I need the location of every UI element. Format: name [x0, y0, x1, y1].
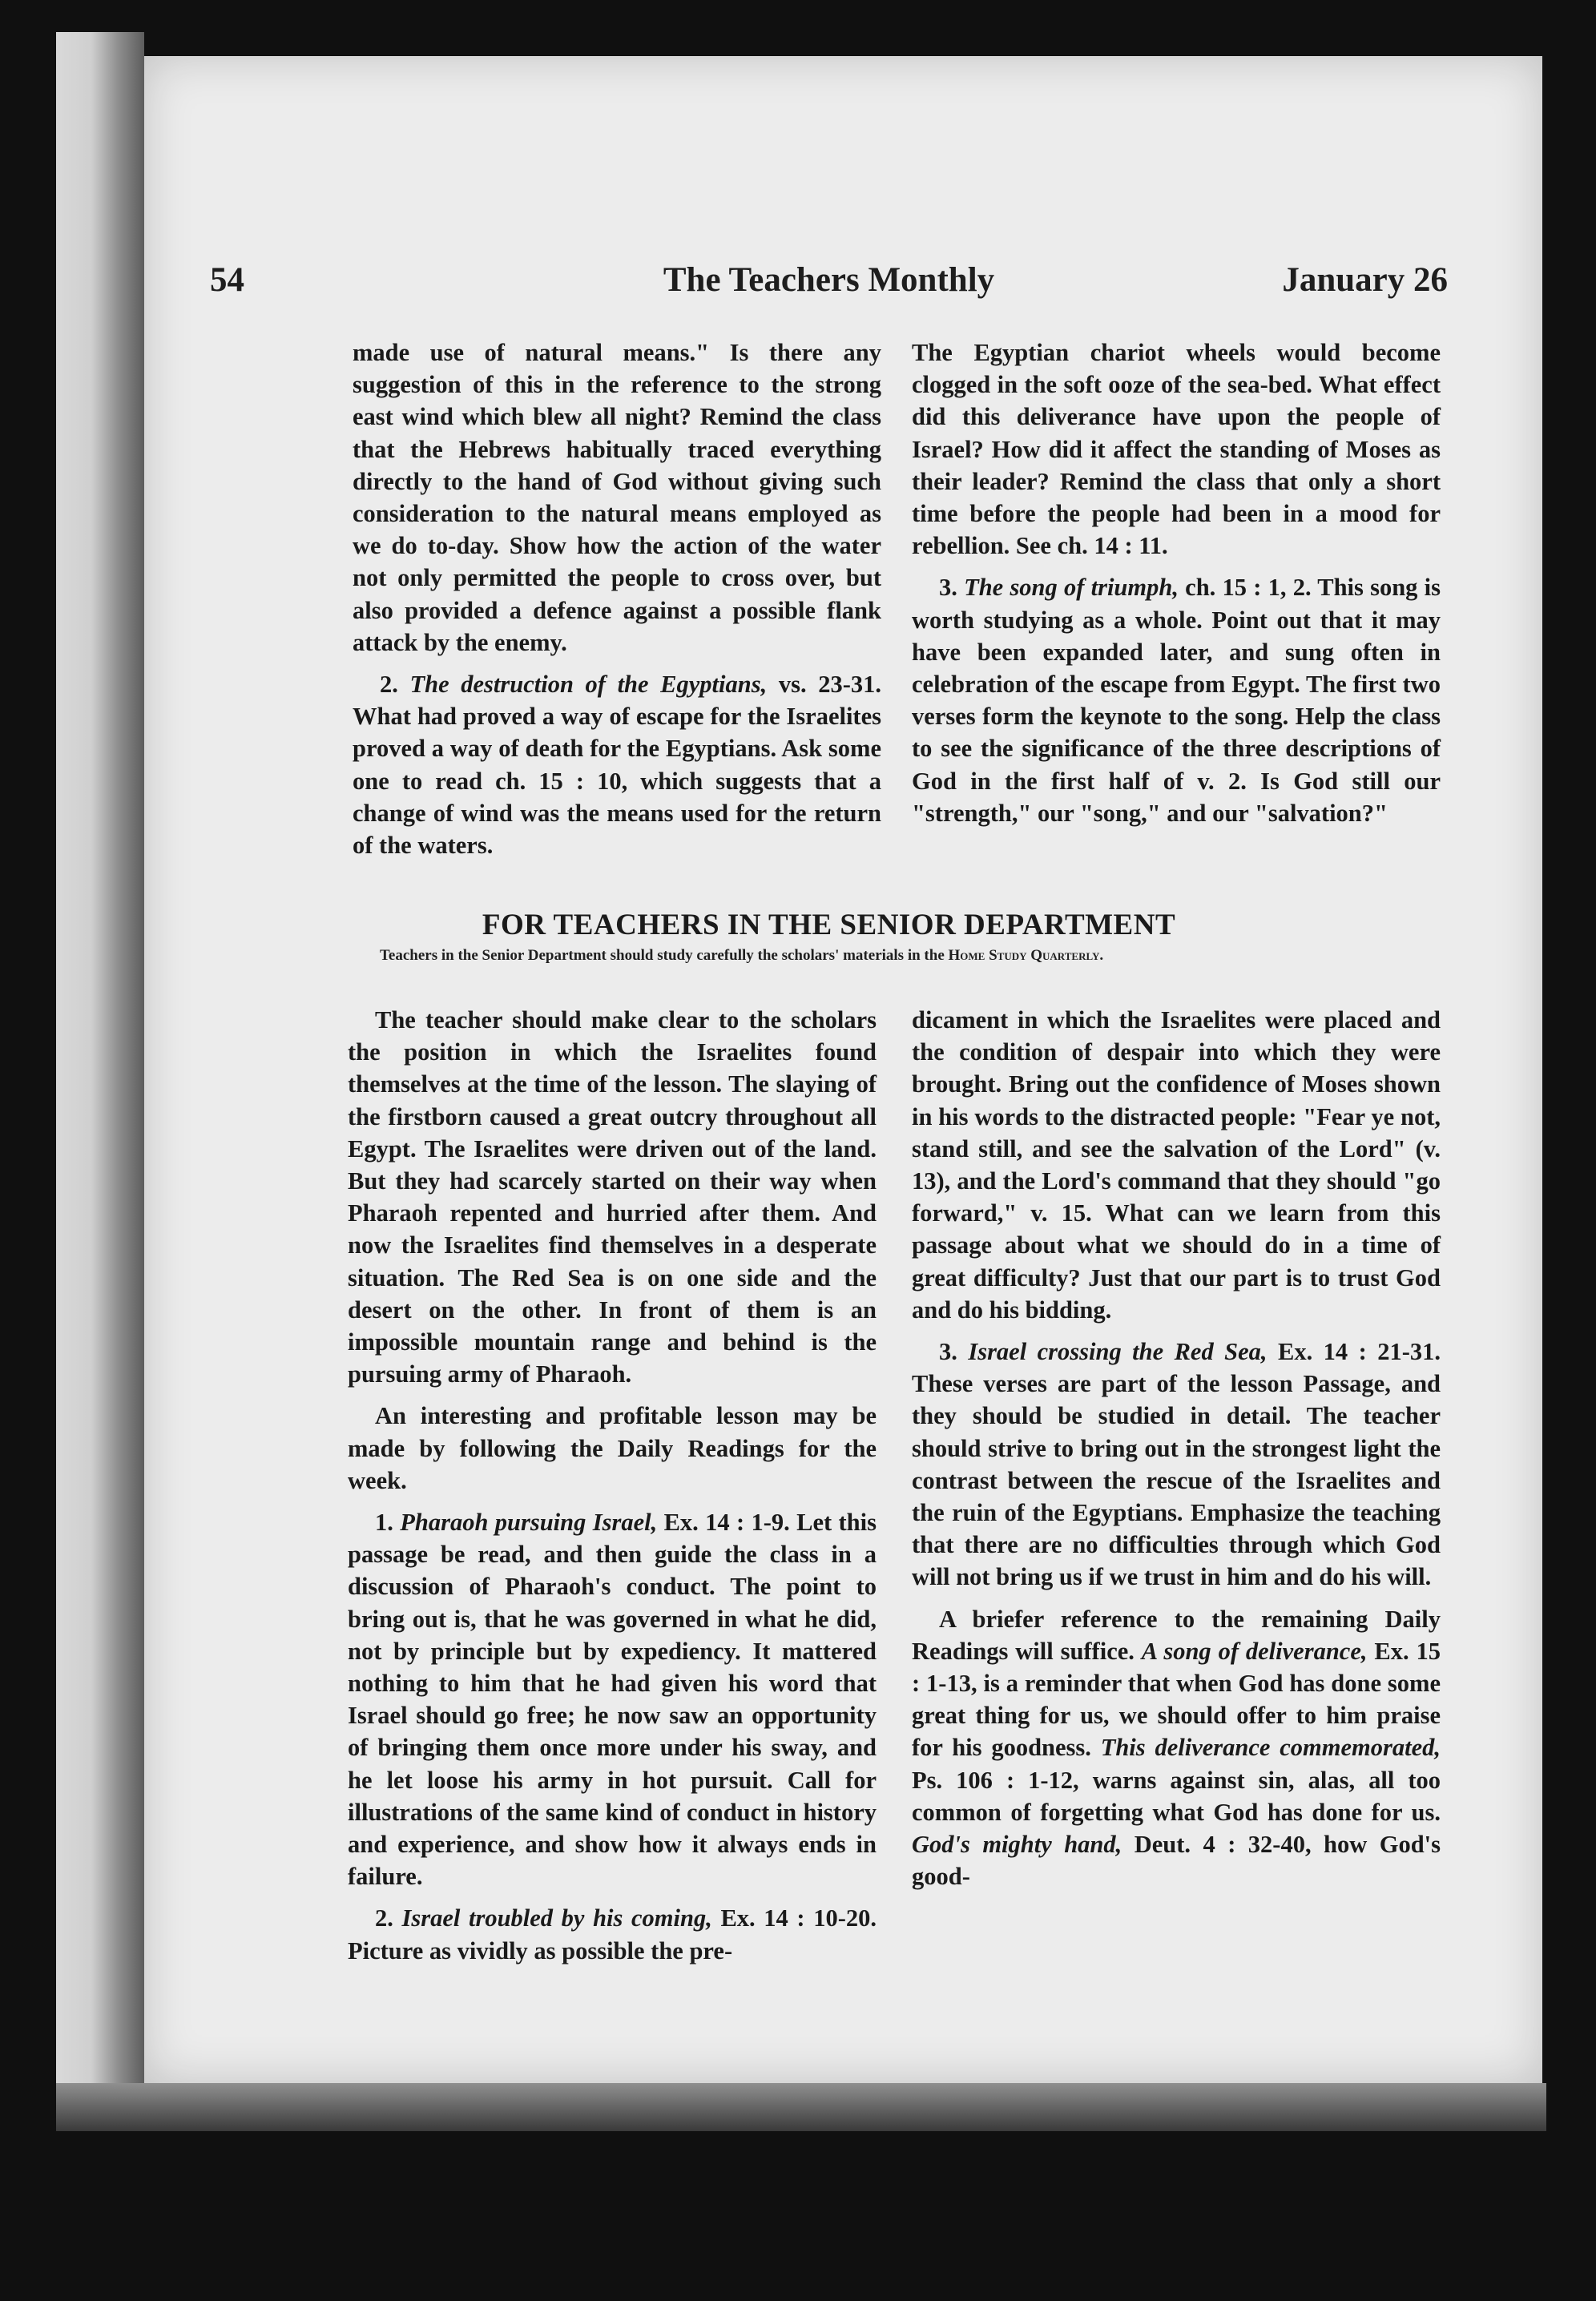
paragraph-text: Ex. 14 : 10-20. Picture as vividly as possible the pre- [348, 1904, 877, 1965]
column-bottom-right [912, 1004, 1441, 1892]
topic-title: A song of deliverance, [1141, 1637, 1368, 1665]
publication-name: Home Study Quarterly [948, 947, 1100, 964]
paragraph: An interesting and profitable lesson may be made by following the Daily Readings for the week. [348, 1402, 877, 1494]
running-header [210, 260, 1448, 308]
topic-title: The song of triumph, [964, 574, 1179, 602]
paragraph: dicament in which the Israelites were placed and the condition of despair into which they were brought. Bring out the confidence of Moses shown in his words to the distracted people: "Fear ye not, stand still, and see the salvation of the Lord" (v. 13), and the Lord's command that they should "go forward," v. 15. What can we learn from this passage about what we should do in a time of great difficulty? Just that our part is to trust God and do his bidding. [912, 1006, 1441, 1324]
column-top-right [912, 336, 1441, 829]
scan-edge-shadow [56, 32, 144, 2123]
note-text: . [1099, 947, 1104, 964]
paragraph [353, 668, 881, 861]
paragraph [912, 571, 1441, 829]
section-heading: FOR TEACHERS IN THE SENIOR DEPARTMENT [482, 909, 1176, 941]
numeral: 2. [375, 1904, 402, 1932]
topic-title: God's mighty hand, [912, 1831, 1122, 1859]
column-top-left [353, 336, 881, 861]
paragraph: The teacher should make clear to the scholars the position in which the Israelites found themselves at the time of the lesson. The slaying of the firstborn caused a great outcry throughout all Egypt. The Israelites were driven out of the land. But they had scarcely started on their way when Pharaoh repented and hurried after them. And now the Israelites find themselves in a desperate situation. The Red Sea is on one side and the desert on the other. In front of them is an impossible mountain range and behind is the pursuing army of Pharaoh. [348, 1006, 877, 1388]
column-bottom-left [348, 1004, 877, 1967]
paragraph-text: Ex. 14 : 1-9. Let this passage be read, and then guide the class in a discussion of Pharaoh's conduct. The point to bring out is, that he was governed in what he did, not by principle but by expediency. It mattered nothing to him that he had given his word that Israel should go free; he now saw an opportunity of bringing them once more under his sway, and he let loose his army in hot pursuit. Call for illustrations of the same kind of conduct in history and experience, and show how it always ends in failure. [348, 1509, 877, 1891]
page-number: 54 [210, 261, 244, 299]
topic-title: Israel troubled by his coming, [401, 1904, 712, 1932]
topic-title: This deliverance commemorated, [1100, 1734, 1441, 1762]
paragraph-text: A briefer reference to the remaining Daily Readings will suffice. [912, 1605, 1441, 1665]
paragraph-text: Deut. 4 : 32-40, how God's good- [912, 1831, 1441, 1891]
paragraph [912, 1603, 1441, 1893]
topic-title: The destruction of the Egyptians, [409, 671, 768, 699]
paragraph-text: ch. 15 : 1, 2. This song is worth studying as a whole. Point out that it may have been expanded later, and sung often in celebration of the escape from Egypt. The first two verses form the keynote to the song. Help the class to see the significance of the three descriptions of God in the first half of v. 2. Is God still our "strength," our "song," and our "salvation?" [912, 574, 1441, 827]
note-text: Teachers in the Senior Department should study carefully the scholars' materials in the [380, 947, 949, 964]
paragraph [348, 1506, 877, 1892]
topic-title: Pharaoh pursuing Israel, [400, 1509, 658, 1537]
paragraph: made use of natural means." Is there any suggestion of this in the reference to the strong east wind which blew all night? Remind the class that the Hebrews habitually traced everything directly to the hand of God without giving such consideration to the natural means employed as we do to-day. Show how the action of the water not only permitted the people to cross over, but also provided a defence against a possible flank attack by the enemy. [353, 339, 881, 656]
numeral: 3. [939, 574, 965, 602]
topic-title: Israel crossing the Red Sea, [968, 1338, 1268, 1366]
paragraph-text: Ex. 15 : 1-13, is a reminder that when God has done some great thing for us, we should offer to him praise for his goodness. [912, 1637, 1441, 1762]
section-note [353, 945, 1449, 966]
paragraph-text: Ps. 106 : 1-12, warns against sin, alas, all too common of forgetting what God has done for us. [912, 1766, 1441, 1826]
numeral: 2. [380, 671, 410, 699]
numeral: 1. [375, 1509, 401, 1537]
paragraph: The Egyptian chariot wheels would become clogged in the soft ooze of the sea-bed. What effect did this deliverance have upon the people of Israel? How did it affect the standing of Moses as their leader? Remind the class that only a short time before the people had been in a mood for rebellion. See ch. 14 : 11. [912, 339, 1441, 560]
running-title: The Teachers Monthly [663, 261, 995, 299]
paragraph-text: Ex. 14 : 21-31. These verses are part of the lesson Passage, and they should be studied in detail. The teacher should strive to bring out in the strongest light the contrast between the rescue of the Israelites and the ruin of the Egyptians. Emphasize the teaching that there are no difficulties through which God will not bring us if we trust in him and do his will. [912, 1338, 1441, 1591]
paragraph-text: vs. 23-31. What had proved a way of escape for the Israelites proved a way of death for the Egyptians. Ask some one to read ch. 15 : 10, which suggests that a change of wind was the means used for the return of the waters. [353, 671, 881, 860]
paragraph [912, 1336, 1441, 1594]
numeral: 3. [939, 1338, 969, 1366]
paragraph [348, 1902, 877, 1966]
issue-date: January 26 [1282, 261, 1448, 299]
scan-bottom-shadow [56, 2083, 1546, 2131]
